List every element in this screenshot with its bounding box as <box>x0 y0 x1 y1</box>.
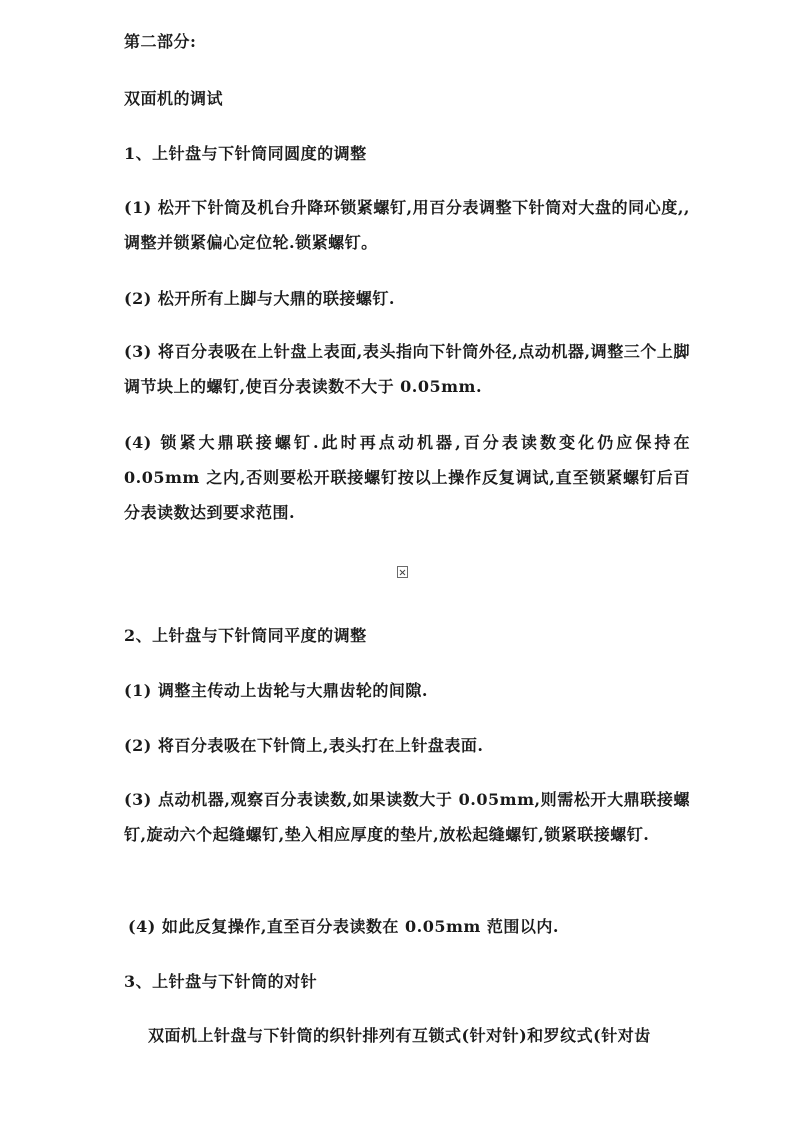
section-1-step-3: (3) 将百分表吸在上针盘上表面,表头指向下针筒外径,点动机器,调整三个上脚调节块上的螺钉,使百分表读数不大于 0.05mm. <box>124 342 690 396</box>
broken-image-icon <box>397 566 408 578</box>
section-3-heading: 3、上针盘与下针筒的对针 <box>124 972 318 991</box>
section-2-step-3: (3) 点动机器,观察百分表读数,如果读数大于 0.05mm,则需松开大鼎联接螺钉,旋动六个起缝螺钉,垫入相应厚度的垫片,放松起缝螺钉,锁紧联接螺钉. <box>124 790 690 844</box>
section-1-step-1: (1) 松开下针筒及机台升降环锁紧螺钉,用百分表调整下针筒对大盘的同心度,,调整并锁紧偏心定位轮.锁紧螺钉。 <box>124 198 690 252</box>
section-2-step-4: (4) 如此反复操作,直至百分表读数在 0.05mm 范围以内. <box>128 917 559 936</box>
part-heading: 第二部分: <box>124 32 197 51</box>
section-1-step-2: (2) 松开所有上脚与大鼎的联接螺钉. <box>124 289 395 308</box>
section-2-step-1: (1) 调整主传动上齿轮与大鼎齿轮的间隙. <box>124 681 428 700</box>
section-title: 双面机的调试 <box>124 89 224 108</box>
section-3-intro: 双面机上针盘与下针筒的织针排列有互锁式(针对针)和罗纹式(针对齿 <box>148 1026 651 1045</box>
section-1-step-4: (4) 锁紧大鼎联接螺钉.此时再点动机器,百分表读数变化仍应保持在 0.05mm 之内,否则要松开联接螺钉按以上操作反复调试,直至锁紧螺钉后百分表读数达到要求范围. <box>124 433 690 522</box>
section-2-heading: 2、上针盘与下针筒同平度的调整 <box>124 626 367 645</box>
section-2-step-2: (2) 将百分表吸在下针筒上,表头打在上针盘表面. <box>124 736 484 755</box>
section-1-heading: 1、上针盘与下针筒同圆度的调整 <box>124 144 367 163</box>
